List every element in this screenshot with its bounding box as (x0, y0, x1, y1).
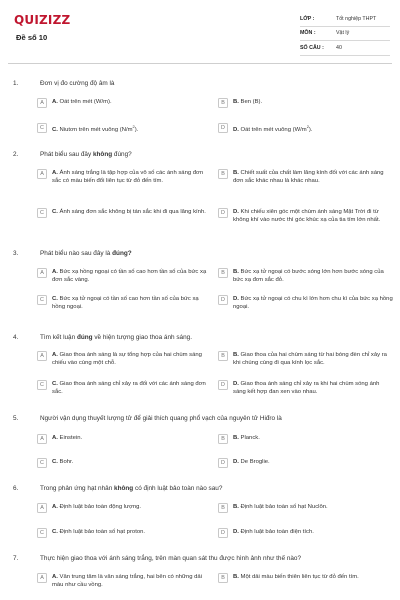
option-text (233, 434, 260, 442)
answer-option-d[interactable] (218, 458, 393, 468)
option-letter-box[interactable]: A (37, 351, 47, 361)
answer-option-a[interactable] (37, 98, 212, 108)
option-letter-box[interactable]: B (218, 503, 228, 513)
option-text (233, 98, 262, 106)
answer-option-c[interactable] (37, 458, 212, 468)
option-body: Bohr. (59, 459, 74, 465)
option-prefix: A. (52, 170, 58, 176)
question-number: 3. (13, 250, 19, 257)
option-letter-box[interactable]: D (218, 295, 228, 305)
option-letter-box[interactable]: A (37, 268, 47, 278)
option-text (233, 123, 313, 134)
answer-option-a[interactable] (37, 351, 212, 368)
option-prefix: B. (233, 352, 239, 358)
question-text-part: về hiện tượng giao thoa ánh sáng. (92, 334, 192, 341)
option-letter-box[interactable]: D (218, 458, 228, 468)
option-prefix: B. (233, 435, 239, 441)
option-letter-box[interactable]: B (218, 98, 228, 108)
answer-option-c[interactable] (37, 123, 212, 134)
answer-option-a[interactable] (37, 434, 212, 444)
option-letter-box[interactable]: B (218, 434, 228, 444)
option-text (233, 528, 314, 536)
exam-meta-table (300, 12, 390, 56)
option-body: Định luật bảo toàn số hạt proton. (59, 529, 146, 535)
answer-option-b[interactable] (218, 573, 393, 583)
question-text (40, 250, 132, 257)
question-emphasis: không (92, 151, 113, 158)
option-letter-box[interactable]: C (37, 380, 47, 390)
option-body: Bức xạ tử ngoại có tần số cao hơn tần số của bức xạ hồng ngoại. (52, 296, 199, 311)
question-text (40, 485, 222, 492)
answer-option-d[interactable] (218, 295, 393, 312)
option-body: Định luật bảo toàn động lượng. (59, 504, 142, 510)
question-text-part: Đơn vị đo cường độ âm là (40, 80, 115, 87)
option-letter-box[interactable]: D (218, 123, 228, 133)
answer-option-a[interactable] (37, 268, 212, 285)
answer-option-d[interactable] (218, 528, 393, 538)
option-text (233, 351, 393, 368)
option-text (233, 573, 359, 581)
option-letter-box[interactable]: A (37, 98, 47, 108)
option-letter-box[interactable]: C (37, 208, 47, 218)
option-letter-box[interactable]: D (218, 528, 228, 538)
option-body: Giao thoa của hai chùm sáng từ hai bóng đèn chỉ xảy ra khi chúng cùng đi qua kính lọc sắc. (233, 352, 387, 367)
question-text-part: Tìm kết luận (40, 334, 77, 341)
option-letter-box[interactable]: A (37, 503, 47, 513)
question-number: 2. (13, 151, 19, 158)
option-prefix: D. (233, 459, 239, 465)
question-stem (13, 415, 282, 422)
option-letter-box[interactable]: B (218, 351, 228, 361)
option-letter-box[interactable]: C (37, 123, 47, 133)
option-text (52, 208, 206, 216)
answer-option-b[interactable] (218, 503, 393, 513)
question-text-part: đúng? (112, 151, 132, 158)
meta-value: 40 (336, 44, 342, 51)
option-body: Oát trên mét (W/m). (59, 99, 112, 105)
option-text (52, 98, 112, 106)
answer-option-b[interactable] (218, 268, 393, 285)
option-body: Định luật bảo toàn số hạt Nuclôn. (240, 504, 328, 510)
meta-value: Tốt nghiệp THPT (336, 15, 377, 22)
option-text (52, 295, 212, 312)
question-stem (13, 485, 222, 492)
question-number: 7. (13, 555, 19, 562)
option-text (52, 169, 212, 186)
option-body: Planck. (240, 435, 260, 441)
option-prefix: D. (233, 529, 239, 535)
question-stem (13, 334, 192, 341)
question-number: 5. (13, 415, 19, 422)
meta-value: Vật lý (336, 30, 350, 37)
option-body: Bức xạ tử ngoại có chu kì lớn hơn chu kì của bức xạ hồng ngoại. (233, 296, 393, 311)
option-body: Ben (B). (240, 99, 263, 105)
answer-option-b[interactable] (218, 434, 393, 444)
option-prefix: B. (233, 269, 239, 275)
option-prefix: A. (52, 269, 58, 275)
option-prefix: C. (52, 381, 58, 387)
option-text (52, 123, 138, 134)
option-body: Giao thoa ánh sáng chỉ xảy ra khi hai chùm sóng ánh sáng kết hợp đan xen vào nhau. (233, 381, 380, 396)
option-prefix: C. (52, 209, 58, 215)
exam-title: Đề số 10 (16, 33, 48, 42)
question-stem (13, 80, 114, 87)
option-prefix: B. (233, 170, 239, 176)
question-text (40, 555, 301, 562)
option-prefix: C. (52, 459, 58, 465)
option-text (233, 458, 270, 466)
question-text-part: có định luật bảo toàn nào sau? (133, 485, 223, 492)
option-text (52, 380, 212, 397)
answer-option-d[interactable] (218, 380, 393, 397)
question-stem (13, 250, 132, 257)
option-text (233, 503, 328, 511)
option-letter-box[interactable]: B (218, 268, 228, 278)
option-letter-box[interactable]: D (218, 380, 228, 390)
header-divider (8, 63, 392, 64)
answer-option-a[interactable] (37, 169, 212, 186)
option-prefix: B. (233, 99, 239, 105)
meta-row-subject (300, 27, 390, 42)
option-body: Giao thoa ánh sáng là sự tổng hợp của hai chùm sáng chiếu vào cùng một chỗ. (52, 352, 202, 367)
option-text (233, 208, 393, 225)
option-body: Khi chiếu xiên góc một chùm ánh sáng Mặt Trời đi từ không khí vào nước thì góc khúc xạ của tia tím lớn nhất. (233, 209, 381, 224)
option-letter-box[interactable]: A (37, 573, 47, 583)
answer-option-c[interactable] (37, 295, 212, 312)
option-prefix: A. (52, 352, 58, 358)
question-emphasis: đúng? (112, 250, 132, 257)
answer-option-b[interactable] (218, 169, 393, 186)
option-prefix: A. (52, 574, 58, 580)
question-text-part: Phát biểu sau đây (40, 151, 93, 158)
option-letter-box[interactable]: D (218, 208, 228, 218)
option-prefix: C. (52, 126, 58, 133)
option-text (233, 169, 393, 186)
option-body: Định luật bảo toàn điện tích. (240, 529, 314, 535)
option-letter-box[interactable]: B (218, 169, 228, 179)
option-prefix: A. (52, 504, 58, 510)
question-emphasis: không (114, 485, 134, 492)
question-emphasis: đúng (76, 334, 93, 341)
option-body: Bức xạ tử ngoại có bước sóng lớn hơn bước sóng của bức xạ đơn sắc đỏ. (233, 269, 384, 284)
question-text-part: Trong phản ứng hạt nhân (40, 485, 115, 492)
option-text (52, 458, 73, 466)
option-body: Bức xạ hồng ngoại có tần số cao hơn tần số của bức xạ đơn sắc vàng. (52, 269, 207, 284)
option-text (233, 380, 393, 397)
option-prefix: D. (233, 209, 239, 215)
option-letter-box[interactable]: C (37, 528, 47, 538)
option-letter-box[interactable]: C (37, 295, 47, 305)
question-number: 1. (13, 80, 19, 87)
question-stem (13, 151, 132, 158)
answer-option-d[interactable] (218, 123, 393, 134)
option-prefix: D. (233, 126, 239, 133)
option-text (52, 268, 212, 285)
question-text-part: Phát biểu nào sau đây là (40, 250, 113, 257)
question-text (40, 80, 114, 87)
option-prefix: C. (52, 296, 58, 302)
option-letter-box[interactable]: A (37, 169, 47, 179)
option-prefix: D. (233, 381, 239, 387)
meta-label: MÔN : (300, 30, 316, 37)
answer-option-a[interactable] (37, 503, 212, 513)
meta-label: LỚP : (300, 15, 315, 22)
option-text (233, 268, 393, 285)
option-body: Ánh sáng trắng là tập hợp của vô số các ánh sáng đơn sắc có màu biến đổi liên tục từ đỏ đến tím. (52, 170, 204, 185)
option-prefix: C. (52, 529, 58, 535)
option-prefix: B. (233, 504, 239, 510)
answer-option-c[interactable] (37, 208, 212, 218)
option-body: Einstein. (59, 435, 83, 441)
option-text (52, 573, 212, 590)
meta-label: SỐ CÂU : (300, 44, 324, 51)
option-prefix: A. (52, 435, 58, 441)
option-text (52, 351, 212, 368)
option-body: Giao thoa ánh sáng chỉ xảy ra đối với các ánh sáng đơn sắc. (52, 381, 206, 396)
option-text (52, 503, 141, 511)
answer-option-c[interactable] (37, 528, 212, 538)
option-text (233, 295, 393, 312)
option-body: Oát trên mét vuông $(W/m^2)$. (240, 124, 313, 133)
option-body: Vân trung tâm là vân sáng trắng, hai bên có những dải màu như cầu vồng. (52, 574, 203, 589)
meta-row-class (300, 12, 390, 27)
option-text (52, 528, 145, 536)
option-prefix: A. (52, 99, 58, 105)
quizizz-logo: QUIZIZZ (14, 13, 71, 27)
option-letter-box[interactable]: C (37, 458, 47, 468)
question-text-part: Người vận dụng thuyết lượng tử để giải thích quang phổ vạch của nguyên tử Hiđro là (40, 415, 282, 422)
option-body: Chiết suất của chất làm lăng kính đối với các ánh sáng đơn sắc khác nhau là khác nhau. (233, 170, 384, 185)
answer-option-a[interactable] (37, 573, 212, 590)
option-body: Một dải màu biến thiên liên tục từ đỏ đến tím. (240, 574, 359, 580)
option-body: Niutơn trên mét vuông $(N/m^2)$. (59, 124, 139, 133)
option-prefix: B. (233, 574, 239, 580)
option-body: Ánh sáng đơn sắc không bị tán sắc khi đi qua lăng kính. (59, 209, 206, 215)
question-text-part: Thực hiện giao thoa với ánh sáng trắng, trên màn quan sát thu được hình ảnh như thế nào? (40, 555, 302, 562)
option-body: De Broglie. (240, 459, 270, 465)
question-number: 4. (13, 334, 19, 341)
question-stem (13, 555, 301, 562)
option-letter-box[interactable]: A (37, 434, 47, 444)
question-text (40, 415, 282, 422)
meta-row-question-count (300, 41, 390, 56)
answer-option-b[interactable] (218, 98, 393, 108)
option-letter-box[interactable]: B (218, 573, 228, 583)
option-text (52, 434, 82, 442)
answer-option-c[interactable] (37, 380, 212, 397)
question-number: 6. (13, 485, 19, 492)
option-prefix: D. (233, 296, 239, 302)
question-text (40, 334, 192, 341)
answer-option-d[interactable] (218, 208, 393, 225)
question-text (40, 151, 132, 158)
answer-option-b[interactable] (218, 351, 393, 368)
